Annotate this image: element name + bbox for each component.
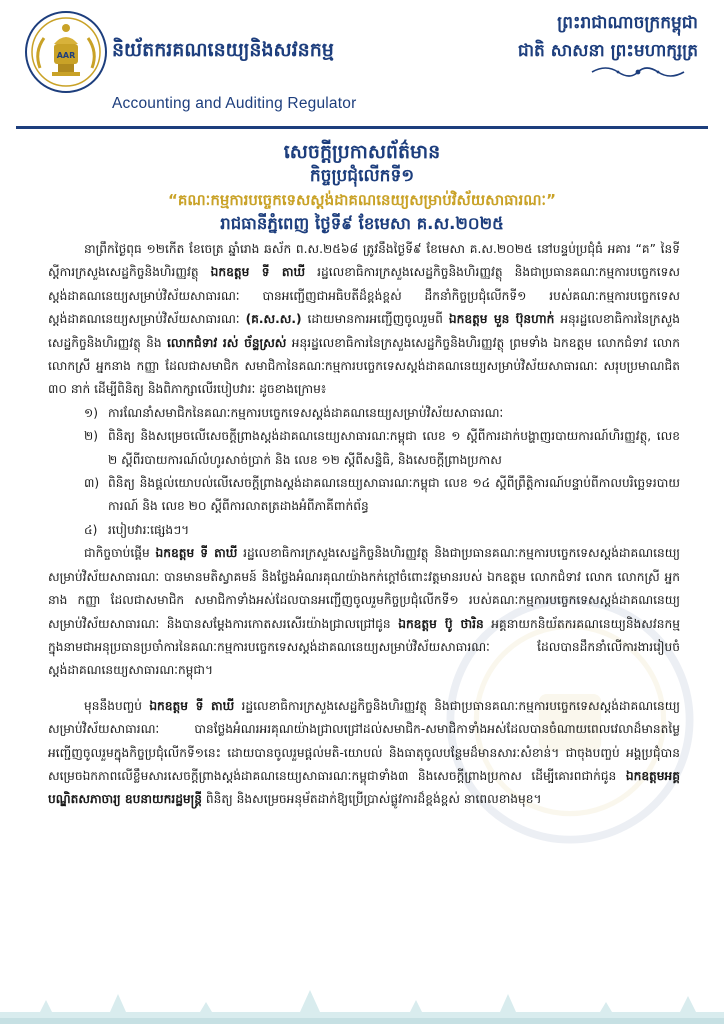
text-run: រដ្ឋលេខាធិការក្រសួងសេដ្ឋកិច្ចនិងហិរញ្ញវត្ថុ និងជាប្រធានគណៈកម្មការបច្ចេកទេសស្តង់ដាគណនេយ្យសម្រាប់វិស័យសាធារណៈ បានអញ្ជើញជាអធិបតីដ៏ខ្ពង់ខ្ពស់ ដឹកនាំកិច្ចប្រជុំលើកទី១ របស់គណៈកម្មការបច្ចេកទេសស្តង់ដាគណនេយ្យសម្រាប់វិស័យសាធារណៈ [48, 265, 680, 327]
text-run: មុននឹងបញ្ចប់ [84, 698, 150, 713]
tacteing-ornament-icon [588, 62, 688, 82]
text-run: ពិនិត្យ និងសម្រេចអនុម័តដាក់ឱ្យប្រើប្រាស់ផ្លូវការដ៏ខ្ពង់ខ្ពស់ នាពេលខាងមុខ។ [202, 792, 542, 807]
paragraph-gap [48, 683, 680, 695]
text-run: រដ្ឋលេខាធិការក្រសួងសេដ្ឋកិច្ចនិងហិរញ្ញវត្ថុ និងជាប្រធានគណៈកម្មការបច្ចេកទេសស្តង់ដាគណនេយ្យសម្រាប់វិស័យសាធារណៈ បានថ្លែងអំណរអរគុណយ៉ាងជ្រាលជ្រៅដល់សមាជិក-សមាជិកាទាំងអស់ដែលបានចំណាយពេលវេលាដ៏មានតម្លៃអញ្ជើញចូលរួមក្នុងកិច្ចប្រជុំលើកទី១នេះ ដោយបានចូលរួមផ្ដល់មតិ-យោបល់ និងធាតុចូលបន្ថែមដ៏មានសារៈសំខាន់។ ជាចុងបញ្ចប់ អង្គប្រជុំបានសម្រេចឯកភាពលើខ្លឹមសារសេចក្ដីព្រាងស្តង់ដាគណនេយ្យសាធារណៈកម្ពុជាទាំង៣ និងសេចក្ដីព្រាងប្រកាស ដើម្បីគោរពជាក់ជូន [48, 698, 680, 783]
agenda-item-text: ការណែនាំសមាជិកនៃគណៈកម្មការបច្ចេកទេសស្តង់ដាគណនេយ្យសម្រាប់វិស័យសាធារណៈ [108, 405, 504, 420]
text-run: រដ្ឋលេខាធិការក្រសួងសេដ្ឋកិច្ចនិងហិរញ្ញវត្ថុ និងជាប្រធានគណៈកម្មការបច្ចេកទេសស្តង់ដាគណនេយ្យសម្រាប់វិស័យសាធារណៈ បានមានមតិស្វាគមន៍ និងថ្លែងអំណរគុណយ៉ាងកក់ក្ដៅចំពោះវត្តមានរបស់ ឯកឧត្តម លោកជំទាវ លោក លោកស្រី អ្នកនាង កញ្ញា ដែលជាសមាជិក សមាជិកាទាំងអស់ដែលបានអញ្ជើញចូលរួមកិច្ចប្រជុំលើកទី១ របស់គណៈកម្មការបច្ចេកទេសស្តង់ដាគណនេយ្យសម្រាប់វិស័យសាធារណៈ និងបានសម្ដែងការកោតសរសើរយ៉ាងជ្រាលជ្រៅជូន [48, 546, 680, 631]
agenda-item-text: របៀបវារៈផ្សេងៗ។ [108, 522, 190, 537]
text-run: អនុរដ្ឋលេខាធិការនៃក្រសួងសេដ្ឋកិច្ចនិងហិរញ្ញវត្ថុ ព្រមទាំង ឯកឧត្តម លោកជំទាវ លោក លោកស្រី អ្នកនាង កញ្ញា ដែលជាសមាជិក សមាជិកានៃគណៈកម្មការបច្ចេកទេសស្តង់ដាគណនេយ្យសម្រាប់វិស័យសាធារណៈ សរុបប្រមាណជិត ៣០ នាក់ ដើម្បីពិនិត្យ និងពិភាក្សាលើរបៀបវារៈ ដូចខាងក្រោម៖ [48, 335, 680, 397]
place-and-date: រាជធានីភ្នំពេញ ថ្ងៃទី៩ ខែមេសា គ.ស.២០២៥ [220, 214, 504, 233]
letterhead [0, 0, 724, 124]
text-run: អគ្គនាយកនិយ័តករគណនេយ្យនិងសវនកម្ម ក្នុងនាមជាអនុប្រធានប្រចាំការនៃគណៈកម្មការបច្ចេកទេសស្តង់ដាគណនេយ្យសម្រាប់វិស័យសាធារណៈ ដែលបានដឹកនាំលើការងាររៀបចំស្តង់ដាគណនេយ្យសាធារណៈកម្ពុជា។ [48, 616, 680, 678]
text-run: ដោយមានការអញ្ជើញចូលរួមពី [301, 312, 449, 327]
official-name: លោកជំទាវ រស់ ច័ន្ទស្រស់ [166, 335, 287, 350]
agenda-item [48, 425, 680, 472]
text-run: អនុរដ្ឋលេខាធិការនៃក្រសួងសេដ្ឋកិច្ចនិងហិរញ្ញវត្ថុ និង [48, 312, 680, 350]
pagoda-skyline-pattern-icon [0, 986, 724, 1024]
agenda-item [48, 472, 680, 519]
svg-text:AAR: AAR [56, 51, 76, 60]
paragraph-welcome [48, 542, 680, 682]
agenda-item-number: ៤) [84, 522, 98, 537]
agenda-item-number: ២) [84, 429, 98, 444]
agenda-item-number: ៣) [84, 476, 100, 491]
org-name-english: Accounting and Auditing Regulator [112, 95, 357, 112]
press-release-body [48, 238, 680, 812]
org-name-khmer: និយ័តករគណនេយ្យនិងសវនកម្ម [112, 39, 334, 61]
agenda-item-text: ពិនិត្យ និងផ្ដល់យោបល់លើសេចក្ដីព្រាងស្តង់ដាគណនេយ្យសាធារណៈកម្ពុជា លេខ ១៤ ស្ដីពីព្រឹត្តិការណ៍បន្ទាប់ពីកាលបរិច្ឆេទរបាយការណ៍ និង លេខ ២០ ស្ដីពីការលាតត្រដាងអំពីភាគីពាក់ព័ន្ធ [108, 476, 680, 514]
committee-name: “គណៈកម្មការបច្ចេកទេសស្តង់ដាគណនេយ្យសម្រាប់វិស័យសាធារណៈ” [168, 191, 556, 209]
paragraph-closing [48, 695, 680, 812]
agenda-item [48, 519, 680, 542]
agenda-item-text: ពិនិត្យ និងសម្រេចលើសេចក្ដីព្រាងស្តង់ដាគណនេយ្យសាធារណៈកម្ពុជា លេខ ១ ស្ដីពីការដាក់បង្ហាញរបាយការណ៍ហិរញ្ញវត្ថុ, លេខ ២ ស្ដីពីរបាយការណ៍លំហូរសាច់ប្រាក់ និង លេខ ១២ ស្ដីពីសន្និធិ, និងសេចក្ដីព្រាងប្រកាស [108, 429, 680, 467]
official-name: ឯកឧត្តម ទី តាឃី [155, 546, 238, 561]
agenda-item [48, 402, 680, 425]
paragraph-opening [48, 238, 680, 402]
press-release-title: សេចក្ដីប្រកាសព័ត៌មាន [283, 141, 441, 163]
text-run: នាព្រឹកថ្ងៃពុធ ១២កើត ខែចេត្រ ឆ្នាំរោង ឆស័ក ព.ស.២៥៦៨ ត្រូវនឹងថ្ងៃទី៩ ខែមេសា គ.ស.២០២៥ នៅបន្ទប់ប្រជុំធំ អគារ “គ” នៃទីស្ដីការក្រសួងសេដ្ឋកិច្ចនិងហិរញ្ញវត្ថុ [48, 242, 680, 280]
committee-abbreviation: (គ.ស.ស.) [245, 312, 302, 327]
official-name: ឯកឧត្តមអគ្គបណ្ឌិតសភាចារ្យ ឧបនាយករដ្ឋមន្ត្រី [48, 768, 680, 807]
official-name: ឯកឧត្តម ប៊ូ ថារិន [398, 616, 484, 631]
meeting-subtitle: កិច្ចប្រជុំលើកទី១ [309, 166, 415, 186]
aar-emblem-icon [24, 10, 108, 94]
press-release-heading [0, 140, 724, 236]
official-name: ឯកឧត្តម ទី តាឃី [210, 265, 306, 280]
kingdom-motto-line1: ព្រះរាជាណាចក្រកម្ពុជា [557, 13, 698, 33]
official-name: ឯកឧត្តម មួន ប៊ុនហាក់ [448, 312, 555, 327]
header-divider [16, 126, 708, 129]
kingdom-motto-line2: ជាតិ សាសនា ព្រះមហាក្សត្រ [517, 41, 698, 61]
agenda-list [48, 402, 680, 542]
text-run: ជាកិច្ចចាប់ផ្ដើម [84, 546, 156, 561]
agenda-item-number: ១) [84, 405, 98, 420]
official-name: ឯកឧត្តម ទី តាឃី [149, 698, 235, 713]
